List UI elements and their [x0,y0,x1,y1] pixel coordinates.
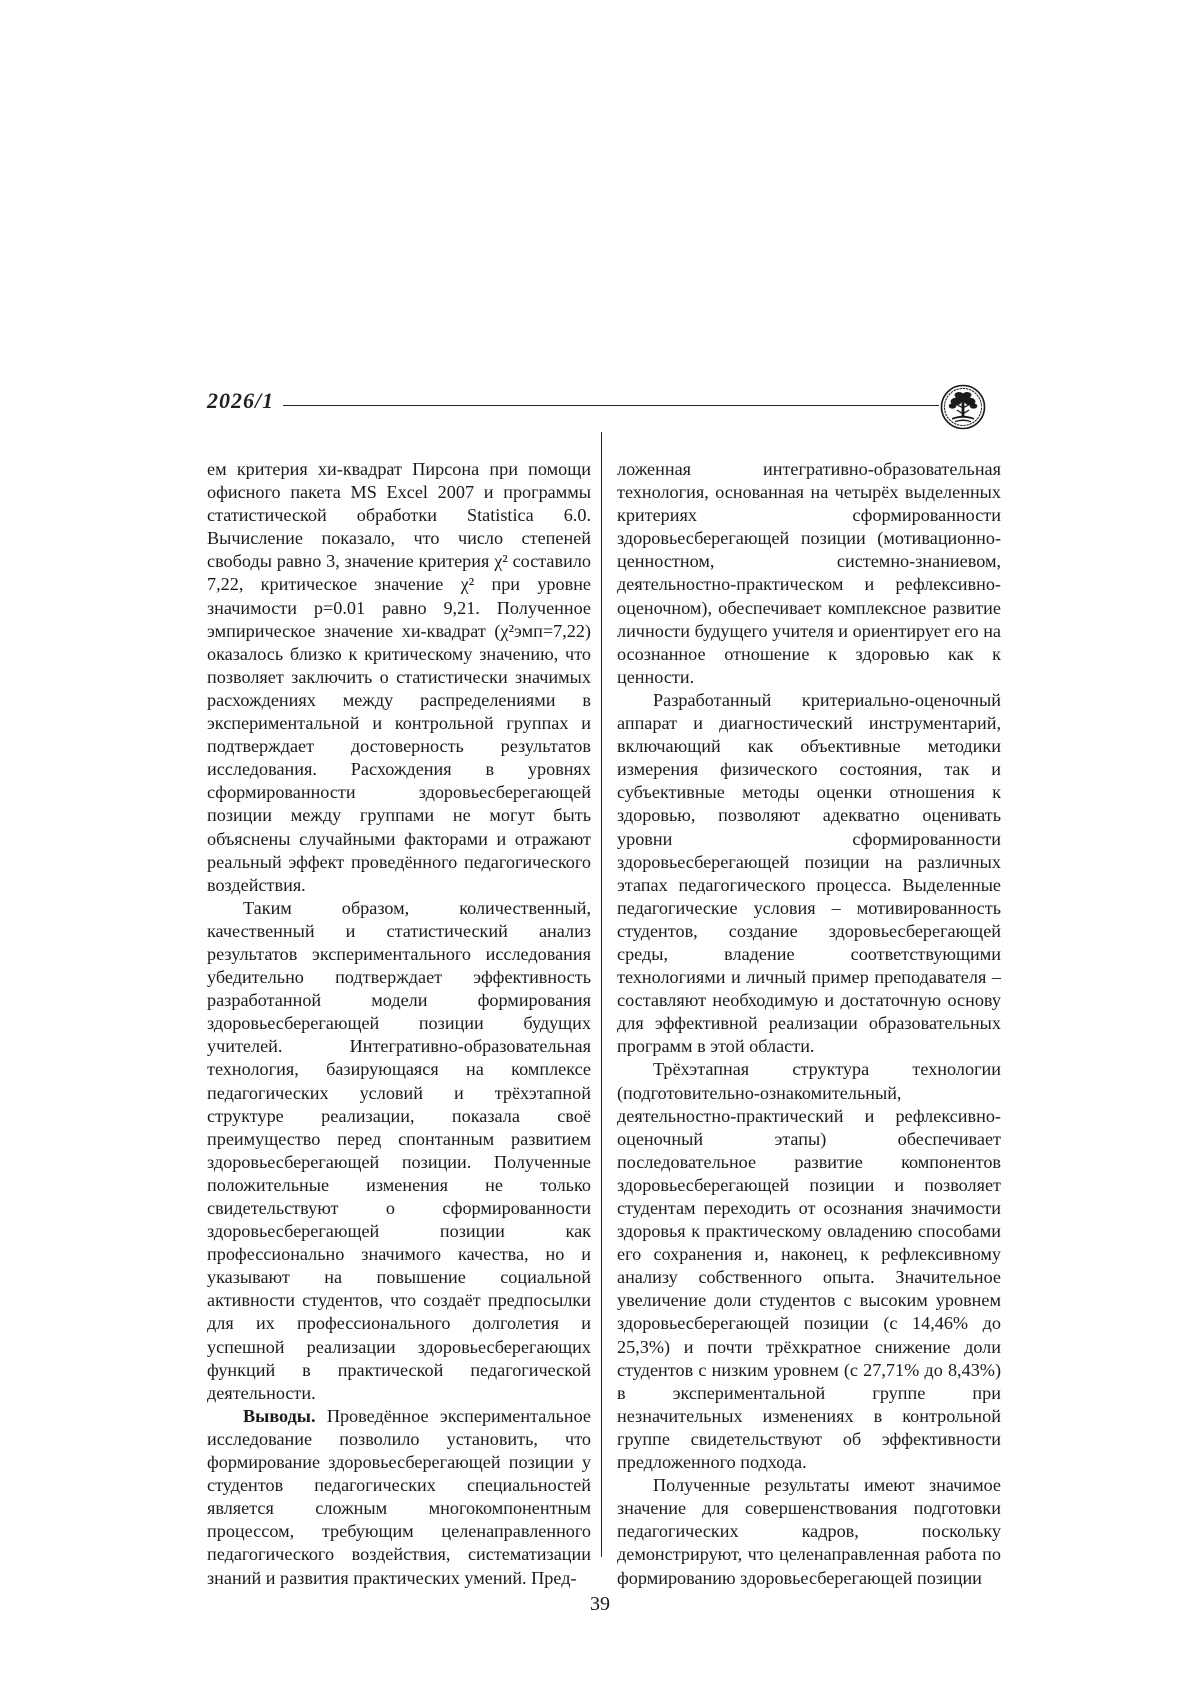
right-column [617,458,1001,1588]
issue-label: 2026/1 [207,388,275,413]
conclusions-heading: Выводы. [243,1405,316,1426]
header-rule [283,405,939,406]
right-paragraph-2: Разработанный критериально-оценочный аппарат и диагностический инструментарий, включающий как объективные методики измерения физического состояния, так и субъективные методы оценки отношения к здоровью, позволяют адекватно оценивать уровни сформированности здоровьесберегающей позиции на различных этапах педагогического процесса. Выделенные педагогические условия – мотивированность студентов, создание здоровьесберегающей среды, владение соответствующими технологиями и личный пример преподавателя – составляют необходимую и достаточную основу для эффективной реализации образовательных программ в этой области. [617,689,1001,1057]
running-header [207,386,1007,430]
tree-emblem-icon [940,384,986,430]
page-number: 39 [590,1593,610,1615]
left-paragraph-1: ем критерия хи-квадрат Пирсона при помощи офисного пакета MS Excel 2007 и программы статистической обработки Statistica 6.0. Вычисление показало, что число степеней свободы равно 3, значение критерия χ² составило 7,22, критическое значение χ² при уровне значимости p=0.01 равно 9,21. Полученное эмпирическое значение хи-квадрат (χ²эмп=7,22) оказалось близко к критическому значению, что позволяет заключить о статистически значимых расхождениях между распределениями в экспериментальной и контрольной группах и подтверждает достоверность результатов исследования. Расхождения в уровнях сформированности здоровьесберегающей позиции между группами не могут быть объяснены случайными факторами и отражают реальный эффект проведённого педагогического воздействия. [207,459,591,895]
right-paragraph-1: ложенная интегративно-образовательная технология, основанная на четырёх выделенных критериях сформированности здоровьесберегающей позиции (мотивационно-ценностном, системно-знаниевом, деятельностно-практическом и рефлексивно-оценочном), обеспечивает комплексное развитие личности будущего учителя и ориентирует его на осознанное отношение к здоровью как к ценности. [617,459,1001,687]
conclusions-paragraph [207,1405,591,1590]
conclusions-text: Проведённое экспериментальное исследование позволило установить, что формирование здоровьесберегающей позиции у студентов педагогических специальностей является сложным многокомпонентным процессом, требующим целенаправленного педагогического воздействия, систематизации знаний и развития практических умений. Пред- [207,1405,591,1588]
right-paragraph-4: Полученные результаты имеют значимое значение для совершенствования подготовки педагогических кадров, поскольку демонстрируют, что целенаправленная работа по формированию здоровьесберегающей позиции [617,1475,1001,1588]
right-paragraph-3: Трёхэтапная структура технологии (подготовительно-ознакомительный, деятельностно-практический и рефлексивно-оценочный этапы) обеспечивает последовательное развитие компонентов здоровьесберегающей позиции и позволяет студентам переходить от осознания значимости здоровья к практическому овладению способами его сохранения и, наконец, к рефлексивному анализу собственного опыта. Значительное увеличение доли студентов с высоким уровнем здоровьесберегающей позиции (с 14,46% до 25,3%) и почти трёхкратное снижение доли студентов с низким уровнем (с 27,71% до 8,43%) в экспериментальной группе при незначительных изменениях в контрольной группе свидетельствуют об эффективности предложенного подхода. [617,1059,1001,1473]
left-column [207,458,591,1588]
left-paragraph-2: Таким образом, количественный, качественный и статистический анализ результатов экспериментального исследования убедительно подтверждает эффективность разработанной модели формирования здоровьесберегающей позиции будущих учителей. Интегративно-образовательная технология, базирующаяся на комплексе педагогических условий и трёхэтапной структуре реализации, показала своё преимущество перед спонтанным развитием здоровьесберегающей позиции. Полученные положительные изменения не только свидетельствуют о сформированности здоровьесберегающей позиции как профессионально значимого качества, но и указывают на повышение социальной активности студентов, что создаёт предпосылки для их профессионального долголетия и успешной реализации здоровьесберегающих функций в практической педагогической деятельности. [207,897,591,1403]
column-divider [601,432,602,1557]
